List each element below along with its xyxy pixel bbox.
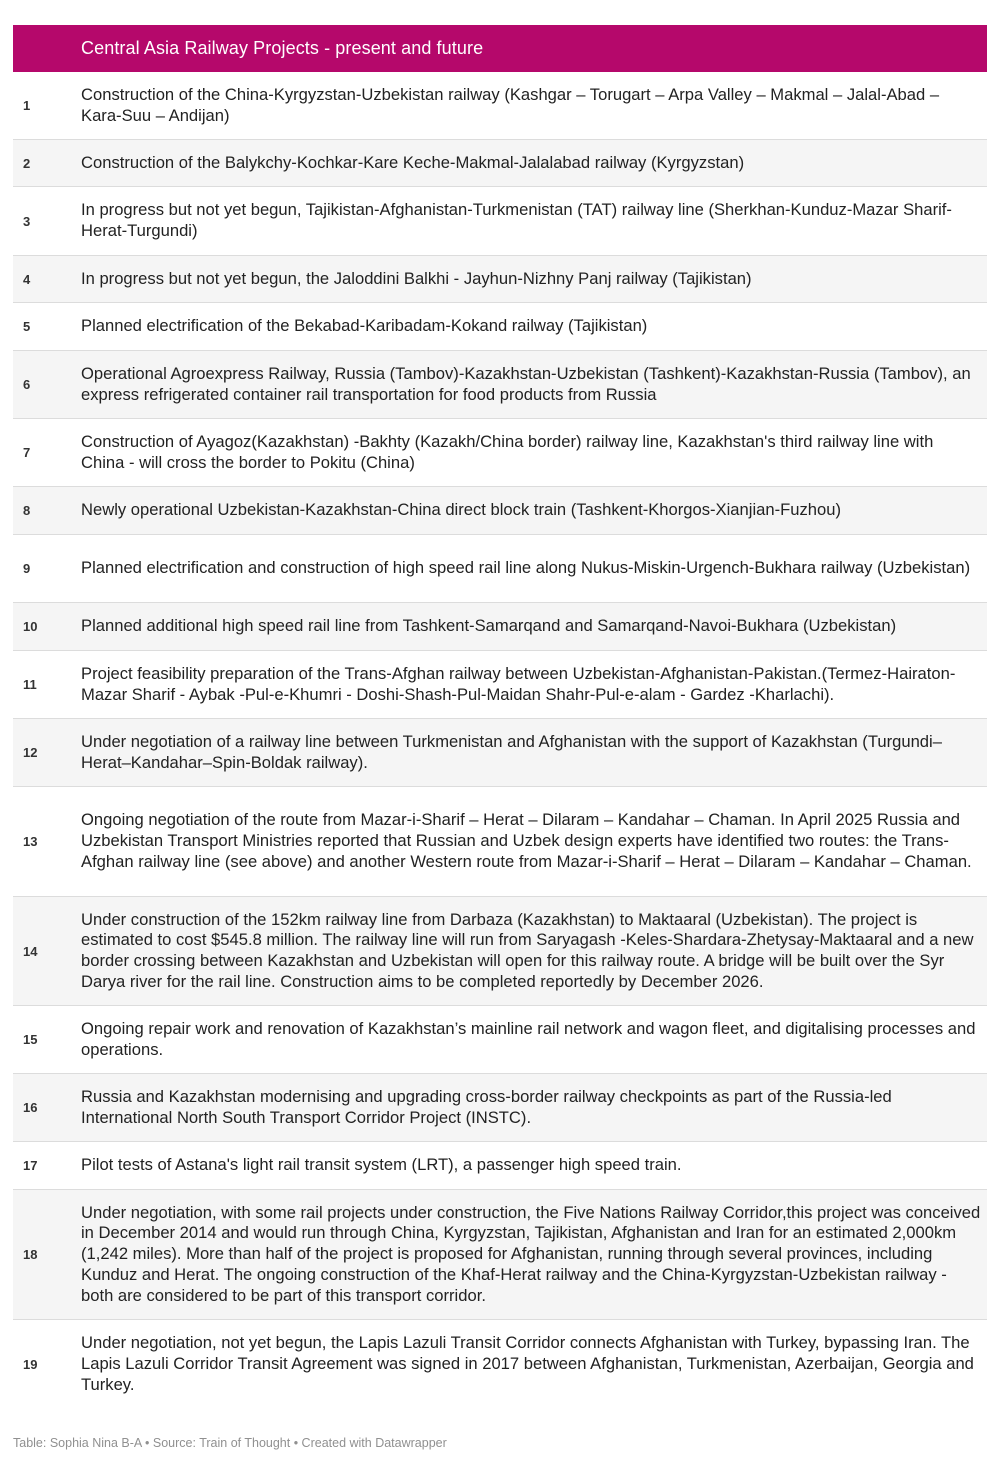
row-number: 15 <box>23 1032 38 1047</box>
row-description: Under negotiation, with some rail projects under construction, the Five Nations Railway Corridor,this project was conceived in December 2014 and would run through China, Kyrgyzstan, Tajikistan, Afghanistan and Iran for an estimated 2,000km (1,242 miles). More than half of the project is proposed for Afghanistan, running through several provinces, including Kunduz and Herat. The ongoing construction of the Khaf-Herat railway and the China-Kyrgyzstan-Uzbekistan railway - both are considered to be part of this transport corridor. <box>81 1202 981 1305</box>
row-number: 6 <box>23 377 31 392</box>
table-row <box>13 303 987 351</box>
table-header <box>13 25 987 72</box>
table-row <box>13 72 987 140</box>
row-number: 18 <box>23 1247 38 1262</box>
table-row <box>13 897 987 1006</box>
row-number: 5 <box>23 319 31 334</box>
row-number: 12 <box>23 745 38 760</box>
row-description: Pilot tests of Astana's light rail transit system (LRT), a passenger high speed train. <box>81 1155 682 1175</box>
row-description: Ongoing negotiation of the route from Mazar-i-Sharif – Herat – Dilaram – Kandahar – Chaman. In April 2025 Russia and Uzbekistan Transport Ministries reported that Russian and Uzbek design experts have identified two routes: the Trans-Afghan railway line (see above) and another Western route from Mazar-i-Sharif – Herat – Dilaram – Kandahar – Chaman. <box>81 810 972 871</box>
row-number: 13 <box>23 834 38 849</box>
table-title: Central Asia Railway Projects - present and future <box>81 38 484 58</box>
table-row <box>13 256 987 303</box>
row-description: Project feasibility preparation of the Trans-Afghan railway between Uzbekistan-Afghanistan-Pakistan.(Termez-Hairaton-Mazar Sharif - Aybak -Pul-e-Khumri - Doshi-Shash-Pul-Maidan Shahr-Pul-e-alam - Gardez -Kharlachi). <box>81 663 956 704</box>
row-number: 3 <box>23 213 31 229</box>
row-number: 4 <box>23 271 31 287</box>
row-description: Construction of the China-Kyrgyzstan-Uzbekistan railway (Kashgar – Torugart – Arpa Valley – Makmal – Jalal-Abad – Kara-Suu – Andijan) <box>81 84 940 125</box>
railway-projects-table <box>13 25 987 1409</box>
row-number: 1 <box>23 98 31 113</box>
row-number: 8 <box>23 503 31 518</box>
row-number: 10 <box>23 619 38 634</box>
row-description: Under negotiation, not yet begun, the Lapis Lazuli Transit Corridor connects Afghanistan with Turkey, bypassing Iran. The Lapis Lazuli Corridor Transit Agreement was signed in 2017 between Afghanistan, Turkmenistan, Azerbaijan, Georgia and Turkey. <box>81 1333 974 1394</box>
row-description: Under negotiation of a railway line between Turkmenistan and Afghanistan with the support of Kazakhstan (Turgundi–Herat–Kandahar–Spin-Boldak railway). <box>81 731 942 772</box>
table-row <box>13 1006 987 1074</box>
table-row <box>13 187 987 256</box>
row-description: Newly operational Uzbekistan-Kazakhstan-China direct block train (Tashkent-Khorgos-Xianjian-Fuzhou) <box>81 500 841 520</box>
row-description: Planned additional high speed rail line from Tashkent-Samarqand and Samarqand-Navoi-Bukhara (Uzbekistan) <box>81 616 897 636</box>
table-row <box>13 719 987 787</box>
row-number: 16 <box>23 1100 38 1115</box>
table-row <box>13 1190 987 1320</box>
table-row <box>13 419 987 487</box>
table-row <box>13 1320 987 1409</box>
row-number: 14 <box>23 943 38 959</box>
table-row <box>13 140 987 187</box>
table-row <box>13 1074 987 1142</box>
row-description: Under construction of the 152km railway line from Darbaza (Kazakhstan) to Maktaaral (Uzbekistan). The project is estimated to cost $545.8 million. The railway line will run from Saryagash -Keles-Shardara-Zhetysay-Maktaaral and a new border crossing between Kazakhstan and Uzbekistan will open for this railway route. A bridge will be built over the Syr Darya river for the rail line. Construction aims to be completed reportedly by December 2026. <box>81 909 974 991</box>
row-description: In progress but not yet begun, the Jaloddini Balkhi - Jayhun-Nizhny Panj railway (Tajikistan) <box>81 268 752 288</box>
row-description: Construction of the Balykchy-Kochkar-Kare Keche-Makmal-Jalalabad railway (Kyrgyzstan) <box>81 152 745 172</box>
row-description: Planned electrification of the Bekabad-Karibadam-Kokand railway (Tajikistan) <box>81 316 648 336</box>
row-number: 7 <box>23 445 31 460</box>
table-row <box>13 787 987 897</box>
table-row <box>13 651 987 719</box>
row-number: 9 <box>23 561 31 576</box>
row-description: Ongoing repair work and renovation of Kazakhstan’s mainline rail network and wagon fleet, and digitalising processes and operations. <box>81 1018 976 1059</box>
row-number: 2 <box>23 155 31 171</box>
table-row <box>13 1142 987 1190</box>
row-description: Construction of Ayagoz(Kazakhstan) -Bakhty (Kazakh/China border) railway line, Kazakhstan's third railway line with China - will cross the border to Pokitu (China) <box>81 431 934 472</box>
row-number: 17 <box>23 1158 38 1173</box>
row-description: Operational Agroexpress Railway, Russia (Tambov)-Kazakhstan-Uzbekistan (Tashkent)-Kazakhstan-Russia (Tambov), an express refrigerated container rail transportation for food products from Russia <box>81 363 971 404</box>
table-row <box>13 535 987 603</box>
row-description: Planned electrification and construction of high speed rail line along Nukus-Miskin-Urgench-Bukhara railway (Uzbekistan) <box>81 558 971 578</box>
row-description: Russia and Kazakhstan modernising and upgrading cross-border railway checkpoints as part of the Russia-led International North South Transport Corridor Project (INSTC). <box>81 1086 892 1127</box>
table-footer-credit: Table: Sophia Nina B-A • Source: Train of Thought • Created with Datawrapper <box>13 1436 447 1450</box>
table-row <box>13 487 987 535</box>
row-description: In progress but not yet begun, Tajikistan-Afghanistan-Turkmenistan (TAT) railway line (Sherkhan-Kunduz-Mazar Sharif-Herat-Turgundi) <box>81 200 952 240</box>
row-number: 11 <box>23 677 37 692</box>
row-number: 19 <box>23 1357 38 1372</box>
table-row <box>13 351 987 419</box>
table-row <box>13 603 987 651</box>
